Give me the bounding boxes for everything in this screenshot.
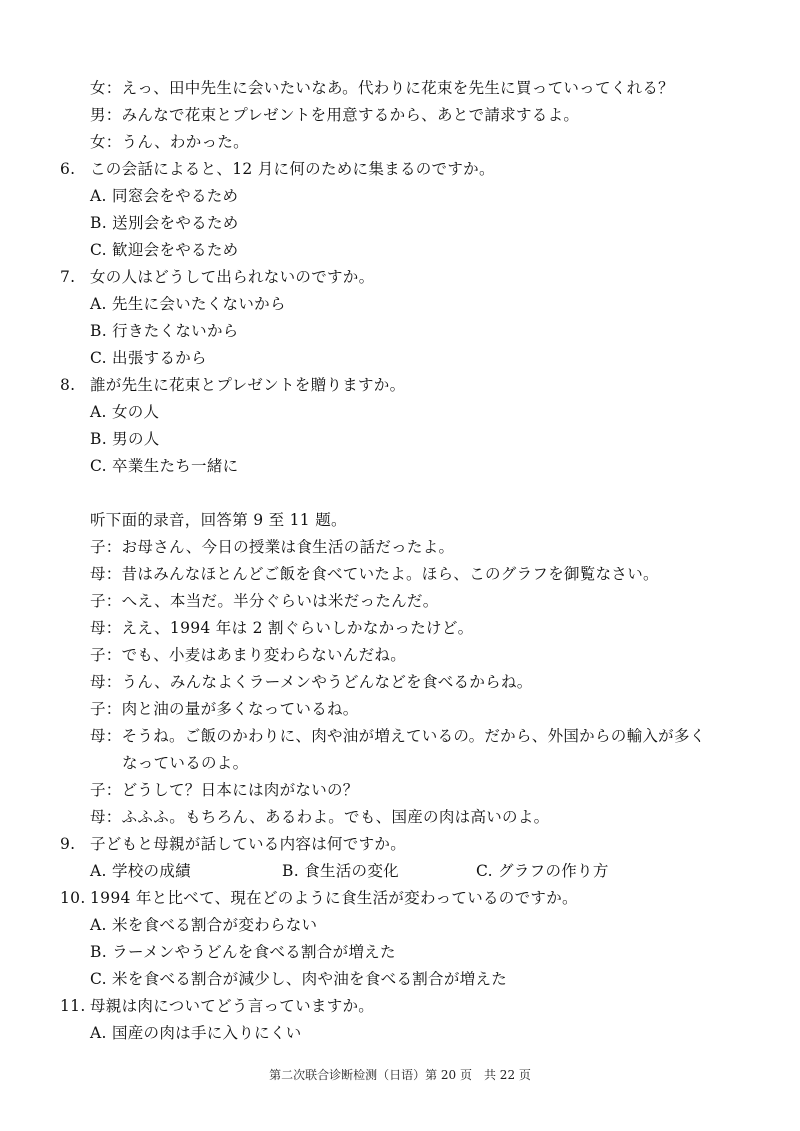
dialogue-line: 母：ふふふ。もちろん、あるわよ。でも、国産の肉は高いのよ。 bbox=[90, 808, 550, 826]
question-number: 11. bbox=[60, 997, 86, 1015]
question-text: 女の人はどうして出られないのですか。 bbox=[90, 268, 375, 286]
dialogue-line: 子：お母さん、今日の授業は食生活の話だったよ。 bbox=[90, 538, 455, 556]
dialogue-line: 母：昔はみんなほとんどご飯を食べていたよ。ほら、このグラフを御覧なさい。 bbox=[90, 565, 659, 583]
answer-option: C. 歓迎会をやるため bbox=[90, 241, 239, 259]
dialogue-line: 女：うん、わかった。 bbox=[90, 133, 249, 151]
answer-option: C. 米を食べる割合が減少し、肉や油を食べる割合が増えた bbox=[90, 970, 508, 988]
dialogue-line-continued: なっているのよ。 bbox=[122, 754, 249, 772]
answer-option: C. 出張するから bbox=[90, 349, 207, 367]
answer-option: B. 送別会をやるため bbox=[90, 214, 239, 232]
answer-option: C. グラフの作り方 bbox=[476, 862, 609, 880]
question-text: 1994 年と比べて、現在どのように食生活が変わっているのですか。 bbox=[90, 889, 578, 907]
answer-option: A. 女の人 bbox=[90, 403, 160, 421]
answer-option: A. 国産の肉は手に入りにくい bbox=[90, 1024, 302, 1042]
answer-option: B. ラーメンやうどんを食べる割合が増えた bbox=[90, 943, 396, 961]
answer-option: A. 同窓会をやるため bbox=[90, 187, 239, 205]
dialogue-line: 男：みんなで花束とプレゼントを用意するから、あとで請求するよ。 bbox=[90, 106, 580, 124]
question-number: 10. bbox=[60, 889, 86, 907]
question-number: 7. bbox=[60, 268, 76, 286]
answer-option: A. 学校の成績 bbox=[90, 862, 191, 880]
question-number: 9. bbox=[60, 835, 76, 853]
dialogue-line: 女：えっ、田中先生に会いたいなあ。代わりに花束を先生に買っていってくれる？ bbox=[90, 79, 674, 97]
answer-option: A. 先生に会いたくないから bbox=[90, 295, 286, 313]
question-text: 誰が先生に花束とプレゼントを贈りますか。 bbox=[90, 376, 406, 394]
answer-option: B. 食生活の変化 bbox=[282, 862, 399, 880]
answer-option: C. 卒業生たち一緒に bbox=[90, 457, 239, 475]
question-text: 母親は肉についてどう言っていますか。 bbox=[90, 997, 375, 1015]
dialogue-line: 子：でも、小麦はあまり変わらないんだね。 bbox=[90, 646, 407, 664]
page-footer: 第二次联合诊断检测（日语）第 20 页 共 22 页 bbox=[269, 1068, 531, 1082]
question-text: この会話によると、12 月に何のために集まるのですか。 bbox=[90, 160, 495, 178]
section-instruction: 听下面的录音，回答第 9 至 11 题。 bbox=[90, 511, 347, 529]
dialogue-line: 母：そうね。ご飯のかわりに、肉や油が増えているの。だから、外国からの輸入が多く bbox=[90, 727, 706, 745]
dialogue-line: 子：肉と油の量が多くなっているね。 bbox=[90, 700, 359, 718]
dialogue-line: 子：へえ、本当だ。半分ぐらいは米だったんだ。 bbox=[90, 592, 439, 610]
answer-option: B. 男の人 bbox=[90, 430, 160, 448]
question-number: 8. bbox=[60, 376, 76, 394]
dialogue-line: 母：うん、みんなよくラーメンやうどんなどを食べるからね。 bbox=[90, 673, 533, 691]
dialogue-line: 子：どうして？日本には肉がないの？ bbox=[90, 781, 359, 799]
dialogue-line: 母：ええ、1994 年は 2 割ぐらいしかなかったけど。 bbox=[90, 619, 474, 637]
question-text: 子どもと母親が話している内容は何ですか。 bbox=[90, 835, 407, 853]
answer-option: A. 米を食べる割合が変わらない bbox=[90, 916, 318, 934]
answer-option: B. 行きたくないから bbox=[90, 322, 239, 340]
question-number: 6. bbox=[60, 160, 76, 178]
